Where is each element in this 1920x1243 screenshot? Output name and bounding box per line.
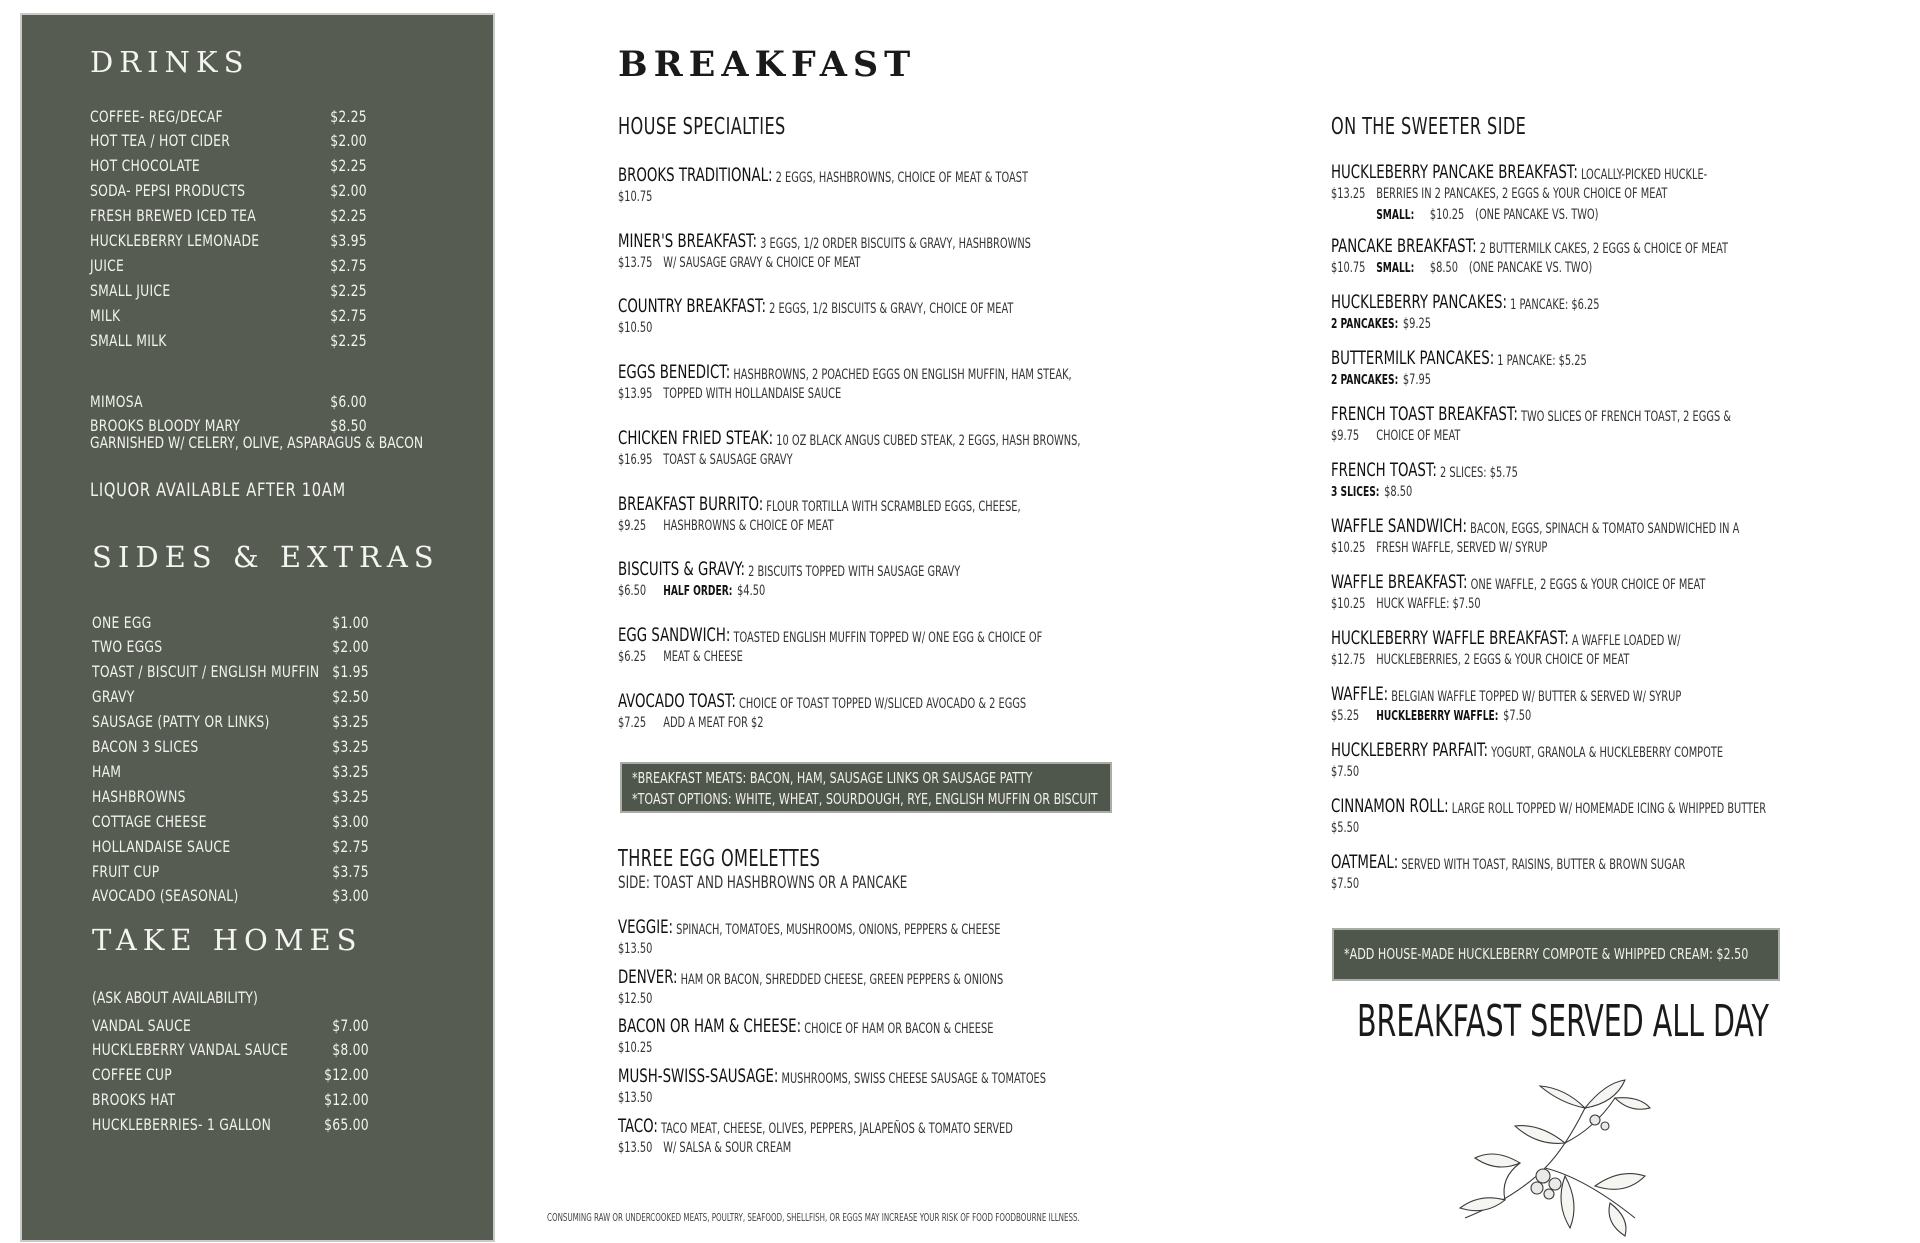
item-description-cont: TOAST & SAUSAGE GRAVY — [663, 452, 793, 468]
item-heading-line — [1331, 345, 1587, 369]
item-description-cont: MEAT & CHEESE — [663, 649, 743, 665]
item-name: COFFEE- REG/DECAF — [90, 106, 223, 126]
food-safety-disclaimer: CONSUMING RAW OR UNDERCOOKED MEATS, POULTRY, SEAFOOD, SHELLFISH, OR EGGS MAY INCREASE YOUR RISK OF FOOD FOODBOURNE ILLNESS. — [547, 1211, 1080, 1224]
compote-note-box — [1332, 928, 1780, 981]
item-name: BISCUITS & GRAVY: — [618, 558, 745, 580]
price-row — [90, 229, 367, 253]
item-heading-line — [1331, 159, 1707, 183]
item-price: $2.25 — [330, 280, 367, 300]
item-price: $12.00 — [324, 1090, 369, 1110]
item-name: SAUSAGE (PATTY OR LINKS) — [92, 712, 270, 732]
huckleberry-waffle-price: $7.50 — [1503, 708, 1532, 724]
item-detail-line — [618, 318, 1013, 338]
item-description-cont: W/ SALSA & SOUR CREAM — [663, 1140, 792, 1156]
item-name: BUTTERMILK PANCAKES: — [1331, 347, 1495, 369]
sweeter-side-heading: ON THE SWEETER SIDE — [1331, 114, 1527, 140]
item-price: $10.25 — [1331, 540, 1366, 556]
item-detail-line — [618, 450, 1080, 470]
item-description: CHOICE OF HAM OR BACON & CHEESE — [804, 1021, 994, 1037]
item-name: MIMOSA — [90, 391, 143, 411]
drinks-title: DRINKS — [90, 45, 250, 79]
item-name: TOAST / BISCUIT / ENGLISH MUFFIN — [92, 662, 320, 682]
breakfast-title: BREAKFAST — [618, 44, 917, 85]
item-name: VEGGIE: — [618, 916, 674, 938]
item-heading-line — [618, 162, 1028, 186]
item-price: $12.50 — [618, 991, 653, 1007]
price-row — [92, 859, 369, 883]
item-name: HOT CHOCOLATE — [90, 156, 200, 176]
item-name: SODA- PEPSI PRODUCTS — [90, 181, 246, 201]
small-option-line — [1331, 205, 1707, 225]
served-all-day-banner: BREAKFAST SERVED ALL DAY — [1357, 996, 1769, 1047]
item-price: $2.75 — [330, 255, 367, 275]
menu-item — [1331, 345, 1659, 390]
item-price: $2.25 — [330, 330, 367, 350]
menu-item — [618, 1013, 1099, 1058]
item-name: VANDAL SAUCE — [92, 1015, 192, 1035]
price-row — [92, 1088, 369, 1112]
menu-item — [1331, 457, 1571, 502]
item-name: DENVER: — [618, 966, 678, 988]
price-row — [92, 685, 369, 709]
item-option-price: $9.25 — [1402, 316, 1432, 332]
menu-item — [618, 293, 1125, 338]
item-heading-line — [1331, 849, 1685, 873]
item-name: BROOKS TRADITIONAL: — [618, 164, 773, 186]
menu-item — [1331, 401, 1844, 446]
item-price: $6.25 — [618, 649, 647, 665]
item-name: MINER'S BREAKFAST: — [618, 230, 758, 252]
item-heading-line — [1331, 233, 1728, 257]
item-description: BACON, EGGS, SPINACH & TOMATO SANDWICHED IN A — [1470, 521, 1740, 537]
take-homes-title: TAKE HOMES — [92, 923, 363, 957]
toast-options-line: *TOAST OPTIONS: WHITE, WHEAT, SOURDOUGH, RYE, ENGLISH MUFFIN OR BISCUIT — [632, 790, 1098, 808]
menu-item — [1331, 159, 1813, 225]
item-description: 3 EGGS, 1/2 ORDER BISCUITS & GRAVY, HASHBROWNS — [760, 236, 1031, 252]
price-row — [92, 884, 369, 908]
house-specialties-heading: HOUSE SPECIALTIES — [618, 114, 786, 140]
item-price: $1.00 — [332, 612, 369, 632]
item-price: $5.25 — [1331, 708, 1360, 724]
item-name: BACON 3 SLICES — [92, 737, 199, 756]
item-description: A WAFFLE LOADED W/ — [1571, 633, 1681, 649]
item-name: HUCKLEBERRY VANDAL SAUCE — [92, 1040, 289, 1060]
item-name: TWO EGGS — [92, 637, 163, 657]
small-note: (ONE PANCAKE VS. TWO) — [1468, 260, 1593, 276]
price-row — [90, 179, 367, 203]
item-description: YOGURT, GRANOLA & HUCKLEBERRY COMPOTE — [1491, 745, 1724, 761]
item-description: SERVED WITH TOAST, RAISINS, BUTTER & BROWN SUGAR — [1401, 857, 1686, 873]
menu-item — [1331, 513, 1855, 558]
item-price: $6.00 — [330, 391, 367, 411]
item-heading-line — [1331, 289, 1600, 313]
menu-item — [1331, 681, 1780, 726]
item-description: LARGE ROLL TOPPED W/ HOMEMADE ICING & WHIPPED BUTTER — [1451, 801, 1767, 817]
item-name: BROOKS BLOODY MARY — [90, 416, 241, 436]
item-description-cont: HUCKLEBERRIES, 2 EGGS & YOUR CHOICE OF MEAT — [1376, 652, 1630, 668]
item-price: $2.25 — [330, 106, 367, 126]
item-detail-line — [1331, 538, 1739, 558]
price-row — [90, 204, 367, 228]
item-name: BACON OR HAM & CHEESE: — [618, 1015, 802, 1037]
item-description: FLOUR TORTILLA WITH SCRAMBLED EGGS, CHEESE, — [766, 499, 1021, 515]
meats-note-line: *BREAKFAST MEATS: BACON, HAM, SAUSAGE LINKS OR SAUSAGE PATTY — [632, 769, 1033, 787]
item-price: $8.50 — [330, 416, 367, 436]
item-price: $16.95 — [618, 452, 653, 468]
left-menu-panel — [20, 13, 495, 1242]
item-name: GRAVY — [92, 687, 135, 707]
item-detail-line — [1331, 258, 1728, 278]
item-detail-line — [618, 939, 1000, 959]
item-description-cont: BERRIES IN 2 PANCAKES, 2 EGGS & YOUR CHOICE OF MEAT — [1376, 186, 1668, 202]
item-description: HAM OR BACON, SHREDDED CHEESE, GREEN PEPPERS & ONIONS — [680, 972, 1004, 988]
item-heading-line — [1331, 793, 1766, 817]
price-row — [90, 104, 367, 128]
item-price: $3.00 — [332, 886, 369, 906]
item-detail-line — [618, 647, 1042, 667]
item-name: AVOCADO (SEASONAL) — [92, 886, 239, 906]
item-price: $13.95 — [618, 386, 653, 402]
item-detail-line — [1331, 874, 1685, 894]
item-name: FRENCH TOAST BREAKFAST: — [1331, 403, 1518, 425]
item-price: $65.00 — [324, 1115, 369, 1135]
item-description: 2 EGGS, 1/2 BISCUITS & GRAVY, CHOICE OF MEAT — [769, 301, 1014, 317]
item-name: HAM — [92, 761, 122, 781]
price-row — [92, 809, 369, 833]
item-name: SMALL MILK — [90, 330, 167, 350]
item-price: $3.25 — [332, 786, 369, 806]
item-heading-line — [618, 1063, 1046, 1087]
menu-item — [1331, 289, 1675, 334]
compote-note: *ADD HOUSE-MADE HUCKLEBERRY COMPOTE & WHIPPED CREAM: $2.50 — [1344, 945, 1749, 963]
item-price: $13.75 — [618, 255, 653, 271]
item-description: 2 BUTTERMILK CAKES, 2 EGGS & CHOICE OF MEAT — [1479, 241, 1729, 257]
item-heading-line — [1331, 457, 1518, 481]
item-detail-line — [618, 1138, 1013, 1158]
price-row — [90, 253, 367, 277]
item-heading-line — [618, 688, 1026, 712]
item-detail-line — [618, 253, 1031, 273]
small-label: SMALL: — [1376, 207, 1415, 223]
item-name: PANCAKE BREAKFAST: — [1331, 235, 1477, 257]
item-name: HUCKLEBERRIES- 1 GALLON — [92, 1115, 272, 1135]
menu-item — [618, 425, 1211, 470]
price-row — [92, 710, 369, 734]
item-name: BROOKS HAT — [92, 1090, 176, 1110]
menu-item — [1331, 233, 1840, 278]
item-price: $2.75 — [332, 836, 369, 856]
menu-item — [618, 491, 1134, 536]
item-price: $9.25 — [618, 518, 647, 534]
item-name: SMALL JUICE — [90, 280, 171, 300]
price-row — [90, 154, 367, 178]
price-row — [90, 129, 367, 153]
item-detail-line — [1331, 594, 1705, 614]
item-option-price: $7.95 — [1402, 372, 1432, 388]
item-detail-line — [1331, 426, 1731, 446]
item-name: COUNTRY BREAKFAST: — [618, 295, 766, 317]
menu-item — [618, 964, 1112, 1009]
item-description: 1 PANCAKE: $6.25 — [1510, 297, 1600, 313]
item-description: SPINACH, TOMATOES, MUSHROOMS, ONIONS, PEPPERS & CHEESE — [676, 922, 1001, 938]
menu-item — [1331, 737, 1834, 782]
item-price: $3.25 — [332, 737, 369, 756]
item-heading-line — [1331, 569, 1705, 593]
item-detail-line — [1331, 184, 1707, 204]
item-description: TOASTED ENGLISH MUFFIN TOPPED W/ ONE EGG & CHOICE OF — [733, 630, 1043, 646]
item-price: $2.00 — [330, 131, 367, 151]
garnish-note: GARNISHED W/ CELERY, OLIVE, ASPARAGUS & BACON — [90, 433, 424, 452]
price-row — [90, 278, 367, 302]
item-detail-line — [618, 384, 1072, 404]
item-description-cont: W/ SAUSAGE GRAVY & CHOICE OF MEAT — [663, 255, 861, 271]
item-price: $3.25 — [332, 712, 369, 732]
item-name: EGG SANDWICH: — [618, 624, 731, 646]
menu-item — [1331, 849, 1785, 894]
half-order-price: $4.50 — [737, 583, 766, 599]
item-name: FRENCH TOAST: — [1331, 459, 1437, 481]
price-row — [92, 735, 369, 759]
item-name: BREAKFAST BURRITO: — [618, 493, 764, 515]
item-description: BELGIAN WAFFLE TOPPED W/ BUTTER & SERVED W/ SYRUP — [1391, 689, 1682, 705]
item-name: HUCKLEBERRY PANCAKES: — [1331, 291, 1507, 313]
item-detail-line — [1331, 314, 1600, 334]
item-price: $10.25 — [618, 1040, 653, 1056]
menu-item — [618, 688, 1141, 733]
item-detail-line — [1331, 762, 1723, 782]
price-row — [92, 834, 369, 858]
price-row — [92, 759, 369, 783]
item-price: $7.25 — [618, 715, 647, 731]
price-row — [90, 328, 367, 352]
item-name: JUICE — [90, 255, 125, 275]
sides-title: SIDES & EXTRAS — [92, 540, 440, 574]
item-heading-line — [618, 914, 1000, 938]
item-price: $2.75 — [330, 305, 367, 325]
item-name: HUCKLEBERRY PARFAIT: — [1331, 739, 1489, 761]
omelettes-subheading: SIDE: TOAST AND HASHBROWNS OR A PANCAKE — [618, 873, 908, 893]
item-price: $13.50 — [618, 941, 653, 957]
omelettes-heading: THREE EGG OMELETTES — [618, 846, 821, 872]
item-name: FRUIT CUP — [92, 861, 160, 881]
price-row — [92, 1113, 369, 1137]
menu-item — [1331, 569, 1811, 614]
item-name: EGGS BENEDICT: — [618, 361, 731, 383]
item-name: COFFEE CUP — [92, 1065, 172, 1085]
item-name: OATMEAL: — [1331, 851, 1399, 873]
item-price: $7.50 — [1331, 764, 1360, 780]
menu-item — [618, 556, 1057, 601]
item-option-label: 2 PANCAKES: — [1331, 316, 1399, 332]
item-price: $5.50 — [1331, 820, 1360, 836]
item-name: CINNAMON ROLL: — [1331, 795, 1449, 817]
half-order-label: HALF ORDER: — [663, 583, 733, 599]
item-description: TWO SLICES OF FRENCH TOAST, 2 EGGS & — [1520, 409, 1732, 425]
item-heading-line — [618, 359, 1072, 383]
item-description-cont: HUCK WAFFLE: $7.50 — [1376, 596, 1481, 612]
item-price: $7.50 — [1331, 876, 1360, 892]
item-price: $3.75 — [332, 861, 369, 881]
item-detail-line — [618, 187, 1028, 207]
item-description: 2 SLICES: $5.75 — [1439, 465, 1518, 481]
item-heading-line — [1331, 513, 1739, 537]
item-name: MILK — [90, 305, 121, 325]
item-detail-line — [1331, 650, 1680, 670]
item-detail-line — [618, 516, 1021, 536]
item-description: 10 OZ BLACK ANGUS CUBED STEAK, 2 EGGS, HASH BROWNS, — [776, 433, 1081, 449]
availability-note: (ASK ABOUT AVAILABILITY) — [92, 988, 258, 1007]
item-price: $2.25 — [330, 206, 367, 226]
item-detail-line — [618, 581, 960, 601]
item-price: $13.50 — [618, 1140, 653, 1156]
small-price: $8.50 — [1429, 260, 1458, 276]
menu-item — [618, 1063, 1167, 1108]
item-name: FRESH BREWED ICED TEA — [90, 206, 256, 226]
item-heading-line — [618, 293, 1013, 317]
huckleberry-branch-icon — [1445, 1068, 1655, 1238]
item-price: $2.50 — [332, 687, 369, 707]
huckleberry-waffle-label: HUCKLEBERRY WAFFLE: — [1376, 708, 1499, 724]
menu-item — [1331, 793, 1889, 838]
liquor-note: LIQUOR AVAILABLE AFTER 10AM — [90, 479, 346, 501]
item-description: TACO MEAT, CHEESE, OLIVES, PEPPERS, JALAPEÑOS & TOMATO SERVED — [661, 1121, 1013, 1137]
item-description: 1 PANCAKE: $5.25 — [1497, 353, 1587, 369]
item-option-label: 2 PANCAKES: — [1331, 372, 1399, 388]
item-detail-line — [618, 1088, 1046, 1108]
item-detail-line — [1331, 482, 1518, 502]
item-name: WAFFLE BREAKFAST: — [1331, 571, 1468, 593]
small-price: $10.25 — [1429, 207, 1465, 223]
item-name: HUCKLEBERRY PANCAKE BREAKFAST: — [1331, 161, 1578, 183]
item-name: MUSH-SWISS-SAUSAGE: — [618, 1065, 779, 1087]
item-name: TACO: — [618, 1115, 658, 1137]
item-name: WAFFLE SANDWICH: — [1331, 515, 1467, 537]
price-row — [92, 1063, 369, 1087]
item-detail-line — [1331, 706, 1681, 726]
small-label: SMALL: — [1376, 260, 1415, 276]
item-description: HASHBROWNS, 2 POACHED EGGS ON ENGLISH MUFFIN, HAM STEAK, — [733, 367, 1072, 383]
item-price: $2.25 — [330, 156, 367, 176]
item-name: HASHBROWNS — [92, 786, 186, 806]
item-detail-line — [618, 989, 1003, 1009]
item-price: $10.75 — [1331, 260, 1366, 276]
item-heading-line — [618, 228, 1031, 252]
item-description-cont: FRESH WAFFLE, SERVED W/ SYRUP — [1376, 540, 1548, 556]
item-name: CHICKEN FRIED STEAK: — [618, 427, 774, 449]
price-row — [92, 1013, 369, 1037]
item-detail-line — [1331, 370, 1587, 390]
price-row — [90, 389, 367, 413]
item-detail-line — [1331, 818, 1766, 838]
item-heading-line — [618, 491, 1021, 515]
item-description-cont: ADD A MEAT FOR $2 — [663, 715, 764, 731]
item-price: $12.00 — [324, 1065, 369, 1085]
menu-item — [618, 162, 1144, 207]
item-heading-line — [618, 556, 960, 580]
price-row — [92, 635, 369, 659]
item-price: $3.25 — [332, 761, 369, 781]
item-description: LOCALLY-PICKED HUCKLE- — [1580, 167, 1708, 183]
item-detail-line — [618, 713, 1026, 733]
item-heading-line — [618, 425, 1080, 449]
item-price: $12.75 — [1331, 652, 1366, 668]
item-detail-line — [618, 1038, 993, 1058]
item-description-cont: HASHBROWNS & CHOICE OF MEAT — [663, 518, 834, 534]
item-price: $3.95 — [330, 231, 367, 250]
item-price: $13.50 — [618, 1090, 653, 1106]
item-name: HUCKLEBERRY LEMONADE — [90, 231, 260, 250]
price-row — [92, 610, 369, 634]
item-price: $13.25 — [1331, 186, 1366, 202]
item-description: ONE WAFFLE, 2 EGGS & YOUR CHOICE OF MEAT — [1470, 577, 1706, 593]
item-option-price: $8.50 — [1384, 484, 1413, 500]
price-row — [92, 660, 369, 684]
item-price: $10.50 — [618, 320, 653, 336]
item-price: $2.00 — [330, 181, 367, 201]
item-price: $2.00 — [332, 637, 369, 657]
menu-item — [618, 622, 1162, 667]
item-name: HUCKLEBERRY WAFFLE BREAKFAST: — [1331, 627, 1569, 649]
small-note: (ONE PANCAKE VS. TWO) — [1475, 207, 1599, 223]
meats-toast-note — [620, 762, 1112, 813]
menu-item — [618, 1113, 1124, 1158]
item-price: $7.00 — [332, 1015, 369, 1035]
item-name: HOT TEA / HOT CIDER — [90, 131, 231, 151]
item-heading-line — [1331, 401, 1731, 425]
item-heading-line — [1331, 737, 1723, 761]
item-price: $10.25 — [1331, 596, 1366, 612]
item-price: $1.95 — [332, 662, 369, 682]
item-description: CHOICE OF TOAST TOPPED W/SLICED AVOCADO & 2 EGGS — [739, 696, 1027, 712]
menu-item — [1331, 625, 1779, 670]
item-price: $3.00 — [332, 811, 369, 831]
item-heading-line — [618, 1113, 1013, 1137]
item-name: ONE EGG — [92, 612, 152, 632]
item-name: WAFFLE: — [1331, 683, 1389, 705]
price-row — [92, 784, 369, 808]
menu-item — [618, 228, 1147, 273]
item-name: HOLLANDAISE SAUCE — [92, 836, 231, 856]
item-price: $6.50 — [618, 583, 647, 599]
item-heading-line — [1331, 625, 1680, 649]
item-description: MUSHROOMS, SWISS CHEESE SAUSAGE & TOMATOES — [781, 1071, 1047, 1087]
item-option-label: 3 SLICES: — [1331, 484, 1380, 500]
item-price: $10.75 — [618, 189, 653, 205]
item-name: AVOCADO TOAST: — [618, 690, 736, 712]
item-description-cont: CHOICE OF MEAT — [1376, 428, 1461, 444]
item-name: COTTAGE CHEESE — [92, 811, 207, 831]
item-description: 2 BISCUITS TOPPED WITH SAUSAGE GRAVY — [748, 564, 961, 580]
price-row — [92, 1038, 369, 1062]
item-price: $8.00 — [332, 1040, 369, 1060]
item-price: $9.75 — [1331, 428, 1360, 444]
item-heading-line — [1331, 681, 1681, 705]
menu-item — [618, 914, 1108, 959]
price-row — [90, 303, 367, 327]
item-description: 2 EGGS, HASHBROWNS, CHOICE OF MEAT & TOAST — [775, 170, 1029, 186]
item-heading-line — [618, 1013, 993, 1037]
item-heading-line — [618, 622, 1042, 646]
item-heading-line — [618, 964, 1003, 988]
item-description-cont: TOPPED WITH HOLLANDAISE SAUCE — [663, 386, 842, 402]
menu-item — [618, 359, 1200, 404]
